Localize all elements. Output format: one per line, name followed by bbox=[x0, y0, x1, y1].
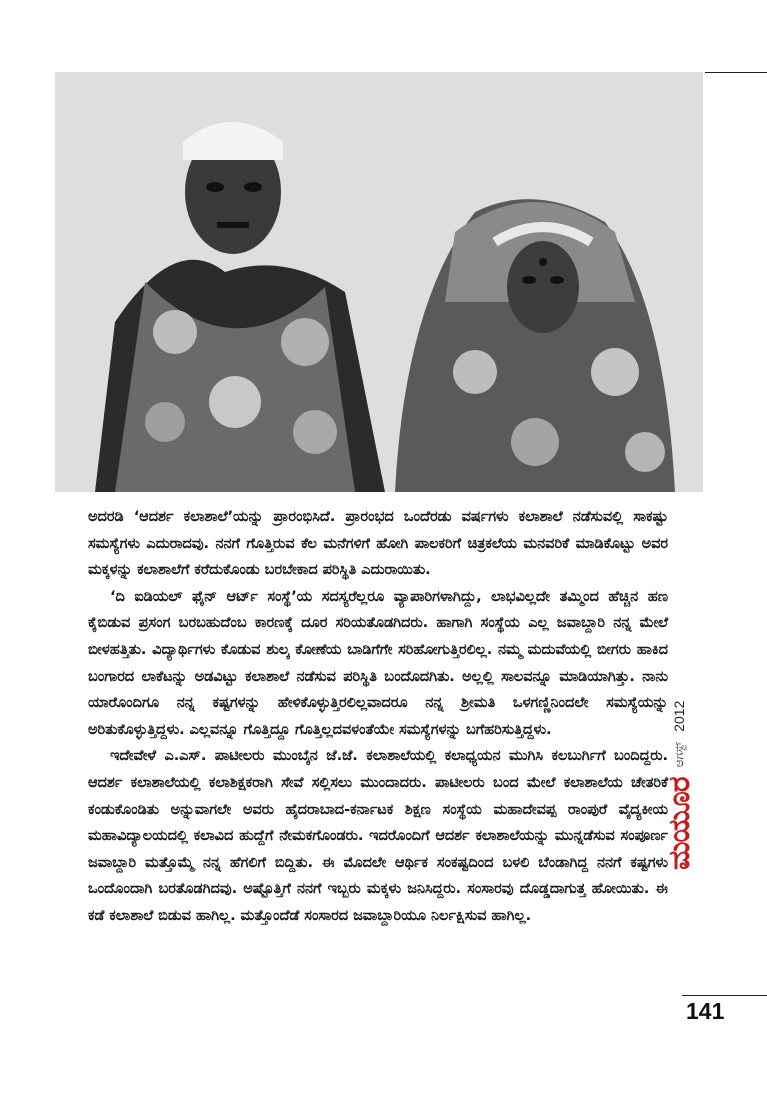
paragraph-1: ಅದರಡಿ ‘ಆದರ್ಶ ಕಲಾಶಾಲೆ’ಯನ್ನು ಪ್ರಾರಂಭಿಸಿದೆ. ಪ್ರಾರಂಭದ ಒಂದೆರಡು ವರ್ಷಗಳು ಕಲಾಶಾಲೆ ನಡೆಸುವಲ್ಲಿ ಸಾಕಷ್ಟು ಸಮಸ್ಯೆಗಳು ಎದುರಾದವು. ನನಗೆ ಗೊತ್ತಿರುವ ಕೆಲ ಮನೆಗಳಿಗೆ ಹೋಗಿ ಪಾಲಕರಿಗೆ ಚಿತ್ರಕಲೆಯ ಮನವರಿಕೆ ಮಾಡಿಕೊಟ್ಟು ಅವರ ಮಕ್ಕಳನ್ನು ಕಲಾಶಾಲೆಗೆ ಕರೆದುಕೊಂಡು ಬರಬೇಕಾದ ಪರಿಸ್ಥಿತಿ ಎದುರಾಯಿತು. bbox=[88, 508, 668, 579]
article-body bbox=[88, 504, 668, 930]
bottom-right-rule bbox=[682, 995, 767, 996]
magazine-name: ಮಯೂರ bbox=[661, 777, 697, 870]
couple-illustration bbox=[55, 72, 703, 492]
issue-year: 2012 bbox=[671, 700, 687, 732]
magazine-side-label bbox=[661, 700, 697, 870]
top-right-rule bbox=[705, 72, 767, 73]
paragraph-2: ‘ದಿ ಐಡಿಯಲ್ ಫೈನ್ ಆರ್ಟ್ ಸಂಸ್ಥೆ’ಯ ಸದಸ್ಯರೆಲ್ಲರೂ ವ್ಯಾಪಾರಿಗಳಾಗಿದ್ದು, ಲಾಭವಿಲ್ಲದೇ ತಮ್ಮಿಂದ ಹೆಚ್ಚಿನ ಹಣ ಕೈಬಿಡುವ ಪ್ರಸಂಗ ಬರಬಹುದೆಂಬ ಕಾರಣಕ್ಕೆ ದೂರ ಸರಿಯತೊಡಗಿದರು. ಹಾಗಾಗಿ ಸಂಸ್ಥೆಯ ಎಲ್ಲ ಜವಾಬ್ದಾರಿ ನನ್ನ ಮೇಲೆ ಬೀಳಹತ್ತಿತು. ವಿದ್ಯಾರ್ಥಿಗಳು ಕೊಡುವ ಶುಲ್ಕ ಕೋಣೆಯ ಬಾಡಿಗೆಗೇ ಸರಿಹೋಗುತ್ತಿರಲಿಲ್ಲ. ನಮ್ಮ ಮದುವೆಯಲ್ಲಿ ಬೀಗರು ಹಾಕಿದ ಬಂಗಾರದ ಲಾಕೆಟನ್ನು ಅಡವಿಟ್ಟು ಕಲಾಶಾಲೆ ನಡೆಸುವ ಪರಿಸ್ಥಿತಿ ಬಂದೊದಗಿತು. ಅಲ್ಲಲ್ಲಿ ಸಾಲವನ್ನೂ ಮಾಡಿಯಾಗಿತ್ತು. ನಾನು ಯಾರೊಂದಿಗೂ ನನ್ನ ಕಷ್ಟಗಳನ್ನು ಹೇಳಿಕೊಳ್ಳುತ್ತಿರಲಿಲ್ಲವಾದರೂ ನನ್ನ ಶ್ರೀಮತಿ ಒಳಗಣ್ಣಿನಿಂದಲೇ ಸಮಸ್ಯೆಯನ್ನು ಅರಿತುಕೊಳ್ಳುತ್ತಿದ್ದಳು. ಎಲ್ಲವನ್ನೂ ಗೊತ್ತಿದ್ದೂ ಗೊತ್ತಿಲ್ಲದವಳಂತೆಯೇ ಸಮಸ್ಯೆಗಳನ್ನು ಬಗೆಹರಿಸುತ್ತಿದ್ದಳು. bbox=[88, 587, 668, 738]
issue-month: ಆಗಸ್ಟ್ bbox=[671, 741, 686, 768]
page-number: 141 bbox=[686, 998, 725, 1024]
paragraph-3: ಇದೇವೇಳೆ ಎ.ಎಸ್. ಪಾಟೀಲರು ಮುಂಬೈನ ಜೆ.ಜೆ. ಕಲಾಶಾಲೆಯಲ್ಲಿ ಕಲಾಧ್ಯಯನ ಮುಗಿಸಿ ಕಲಬುರ್ಗಿಗೆ ಬಂದಿದ್ದರು. ಆದರ್ಶ ಕಲಾಶಾಲೆಯಲ್ಲಿ ಕಲಾಶಿಕ್ಷಕರಾಗಿ ಸೇವೆ ಸಲ್ಲಿಸಲು ಮುಂದಾದರು. ಪಾಟೀಲರು ಬಂದ ಮೇಲೆ ಕಲಾಶಾಲೆಯ ಚೇತರಿಕೆ ಕಂಡುಕೊಂಡಿತು ಅನ್ನುವಾಗಲೇ ಅವರು ಹೈದರಾಬಾದ-ಕರ್ನಾಟಕ ಶಿಕ್ಷಣ ಸಂಸ್ಥೆಯ ಮಹಾದೇವಪ್ಪ ರಾಂಪುರೆ ವೈದ್ಯಕೀಯ ಮಹಾವಿದ್ಯಾಲಯದಲ್ಲಿ ಕಲಾವಿದ ಹುದ್ದೆಗೆ ನೇಮಕಗೊಂಡರು. ಇದರೊಂದಿಗೆ ಆದರ್ಶ ಕಲಾಶಾಲೆಯನ್ನು ಮುನ್ನಡೆಸುವ ಸಂಪೂರ್ಣ ಜವಾಬ್ದಾರಿ ಮತ್ತೊಮ್ಮೆ ನನ್ನ ಹೆಗಲಿಗೆ ಬಿದ್ದಿತು. ಈ ಮೊದಲೇ ಆರ್ಥಿಕ ಸಂಕಷ್ಟದಿಂದ ಬಳಲಿ ಬೆಂಡಾಗಿದ್ದ ನನಗೆ ಕಷ್ಟಗಳು ಒಂದೊಂದಾಗಿ ಬರತೊಡಗಿದವು. ಅಷ್ಟೊತ್ತಿಗೆ ನನಗೆ ಇಬ್ಬರು ಮಕ್ಕಳು ಜನಿಸಿದ್ದರು. ಸಂಸಾರವು ದೊಡ್ಡದಾಗುತ್ತ ಹೋಯಿತು. ಈ ಕಡೆ ಕಲಾಶಾಲೆ ಬಿಡುವ ಹಾಗಿಲ್ಲ. ಮತ್ತೊಂದೆಡೆ ಸಂಸಾರದ ಜವಾಬ್ದಾರಿಯೂ ನಿರ್ಲಕ್ಷಿಸುವ ಹಾಗಿಲ್ಲ. bbox=[88, 747, 668, 924]
wedding-photo bbox=[55, 72, 703, 492]
